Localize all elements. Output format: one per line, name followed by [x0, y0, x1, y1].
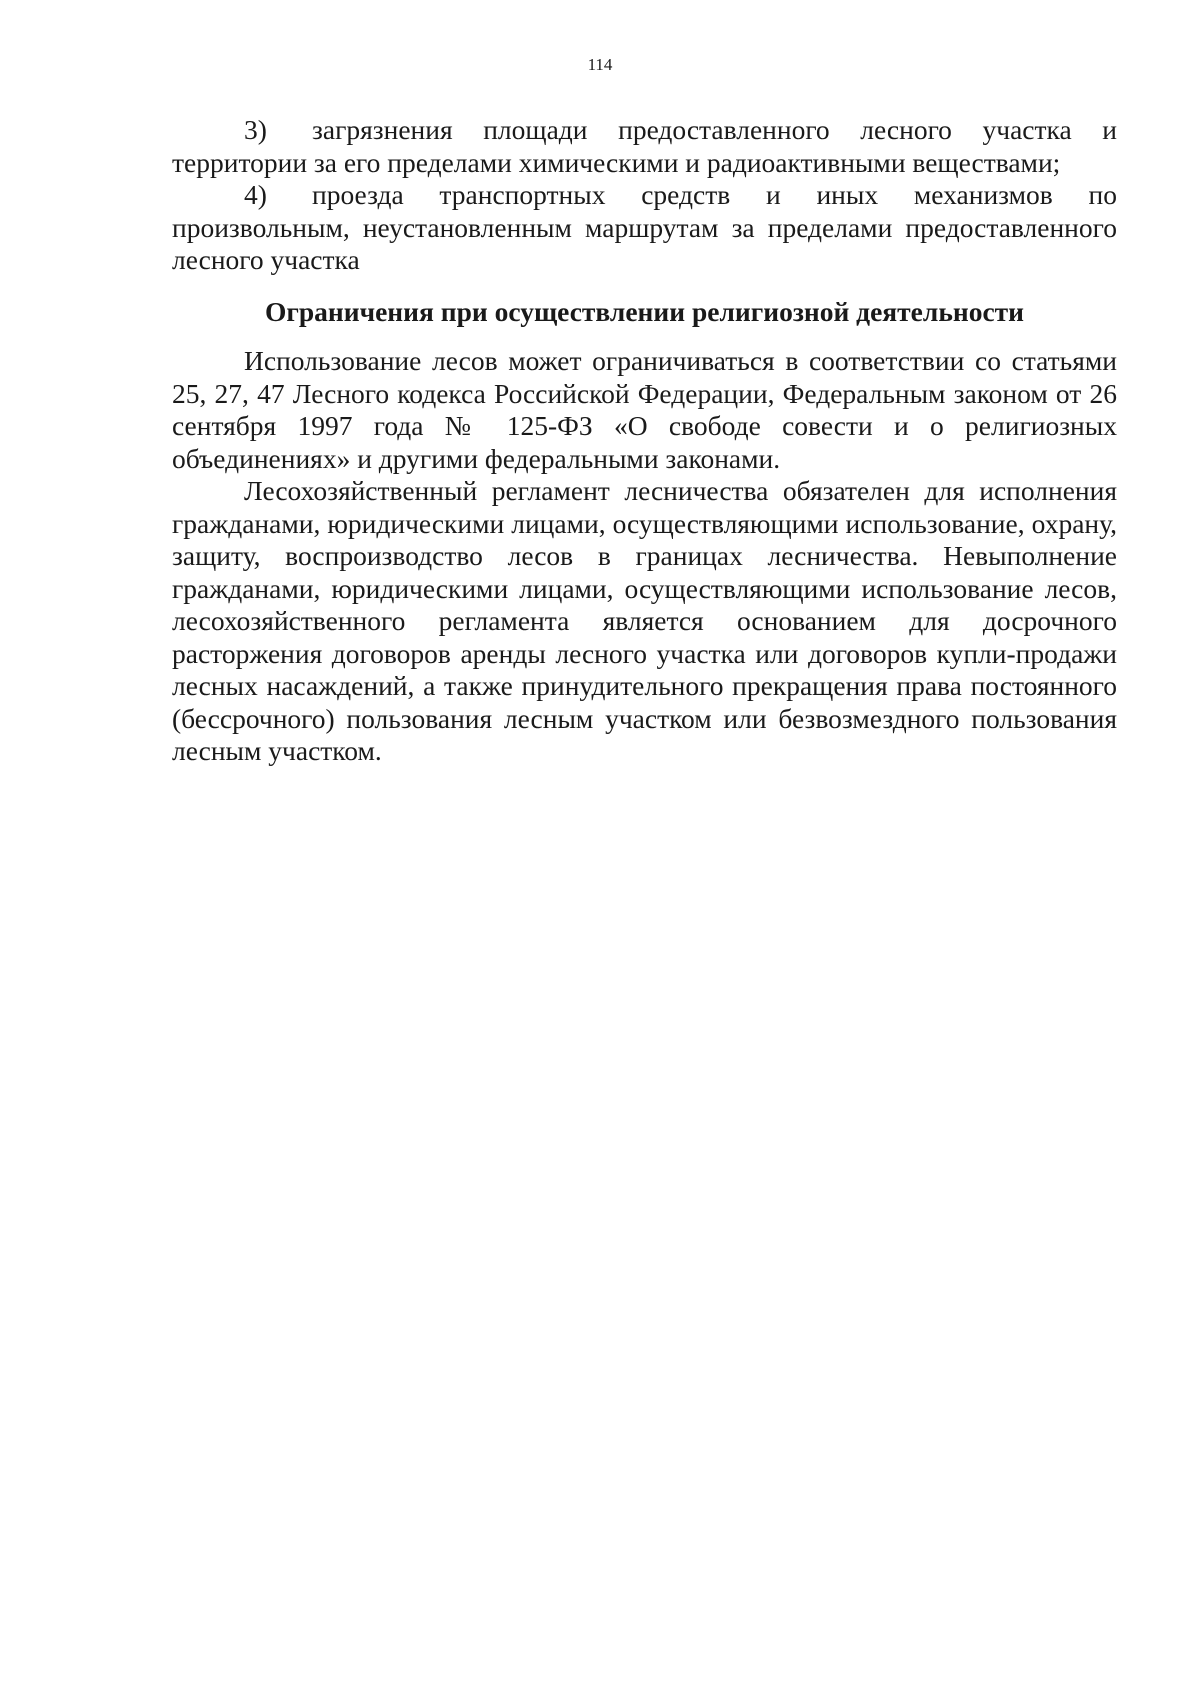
list-item-3 [172, 114, 1117, 179]
paragraph-restrictions: Использование лесов может ограничиваться в соответствии со статьями 25, 27, 47 Лесного кодекса Российской Федерации, Федеральным законом от 26 сентября 1997 года № 125-ФЗ «О свободе совести и о религиозных объединениях» и другими федеральными законами. [172, 345, 1117, 474]
list-item-number: 4) [244, 179, 267, 210]
paragraph-regulation: Лесохозяйственный регламент лесничества обязателен для исполнения гражданами, юридическими лицами, осуществляющими использование, охрану, защиту, воспроизводство лесов в границах лесничества. Невыполнение гражданами, юридическими лицами, осуществляющими использование лесов, лесохозяйственного регламента является основанием для досрочного расторжения договоров аренды лесного участка или договоров купли-продажи лесных насаждений, а также принудительного прекращения права постоянного (бессрочного) пользования лесным участком или безвозмездного пользования лесным участком. [172, 475, 1117, 766]
list-item-number: 3) [244, 114, 267, 145]
list-item-text: проезда транспортных средств и иных механизмов по произвольным, неустановленным маршрутам за пределами предоставленного лесного участка [172, 179, 1117, 275]
page-number: 114 [587, 55, 613, 74]
document-body [172, 114, 1117, 768]
section-heading: Ограничения при осуществлении религиозной деятельности [264, 295, 1025, 327]
list-item-text: загрязнения площади предоставленного лесного участка и территории за его пределами химическими и радиоактивными веществами; [172, 114, 1117, 178]
list-item-4 [172, 179, 1117, 277]
